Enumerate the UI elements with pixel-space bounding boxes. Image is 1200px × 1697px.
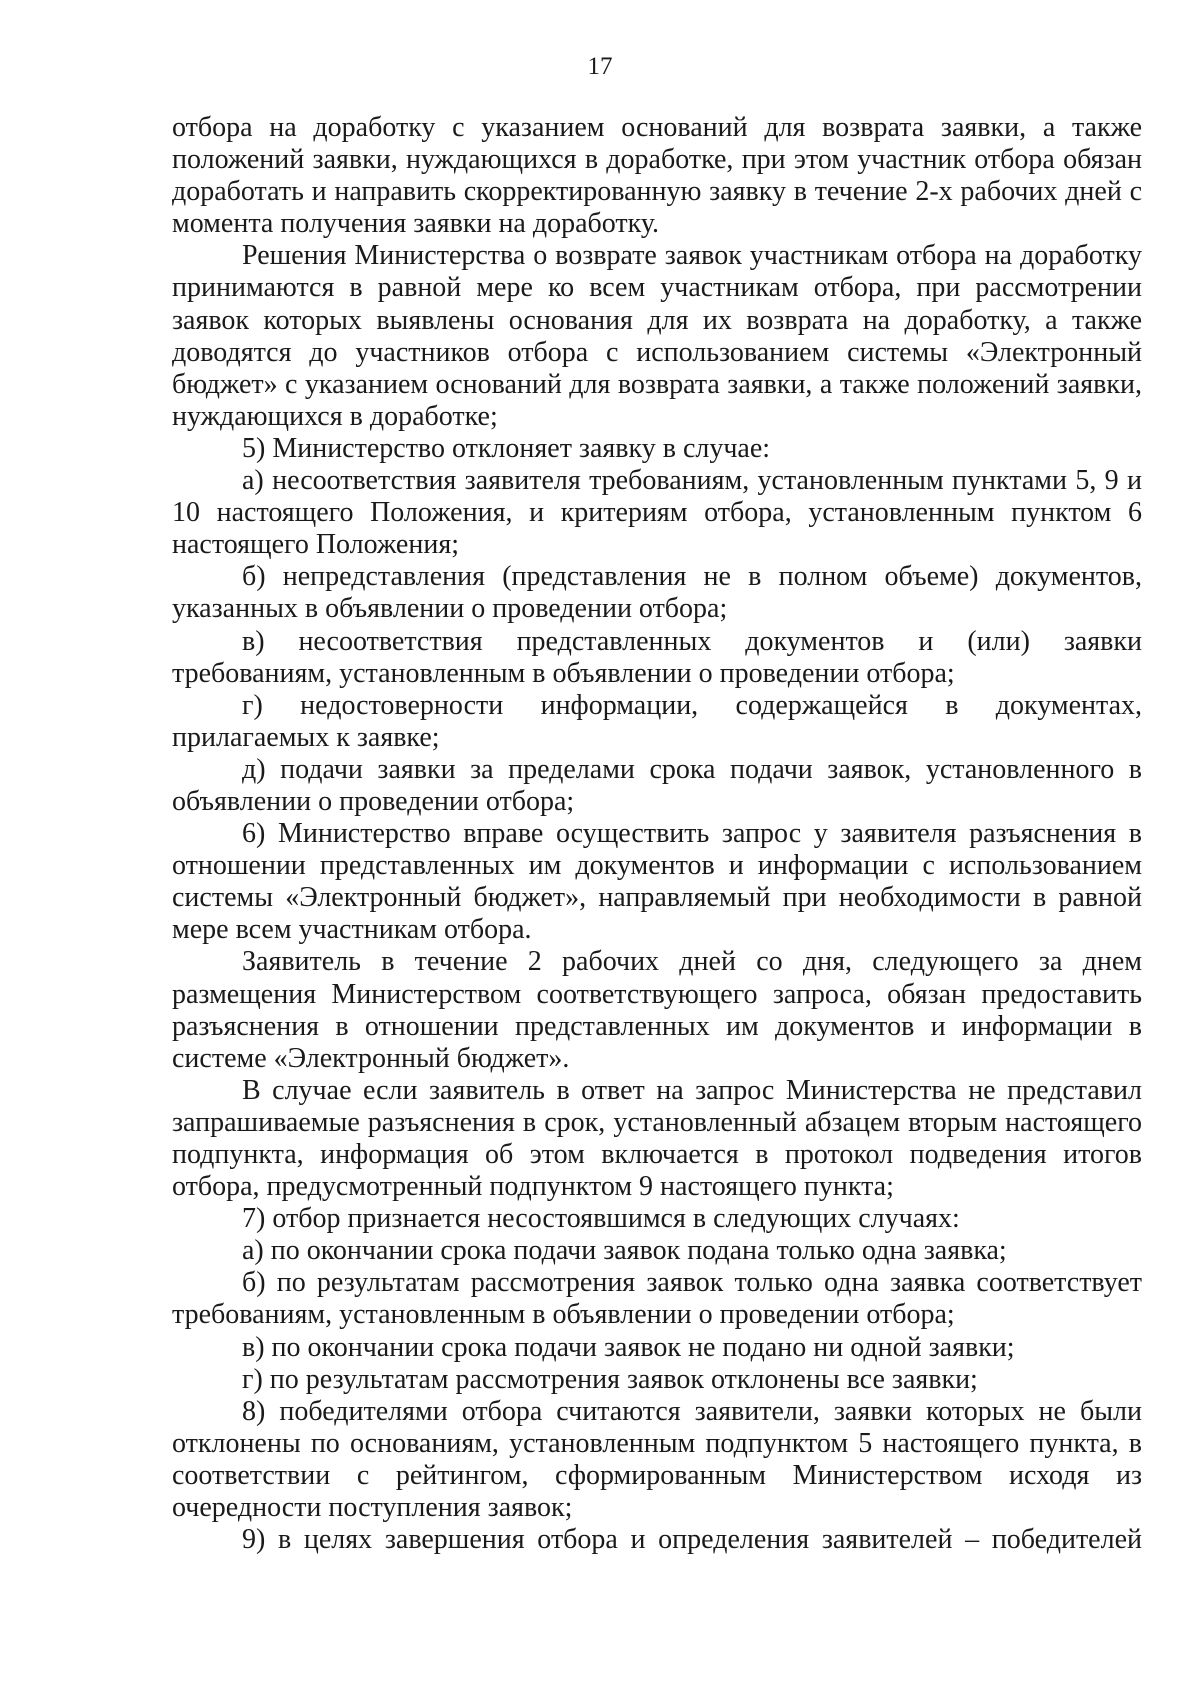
paragraph-13: а) по окончании срока подачи заявок подана только одна заявка;: [242, 1235, 1007, 1267]
paragraph-16: г) по результатам рассмотрения заявок отклонены все заявки;: [242, 1363, 978, 1395]
paragraph-7: г) недостоверности информации, содержащейся в документах, прилагаемых к заявке;: [172, 689, 1142, 753]
paragraph-18: 9) в целях завершения отбора и определения заявителей – победителей: [242, 1524, 1142, 1556]
paragraph-15: в) по окончании срока подачи заявок не подано ни одной заявки;: [242, 1331, 1015, 1363]
paragraph-11: В случае если заявитель в ответ на запрос Министерства не представил запрашиваемые разъяснения в срок, установленный абзацем вторым настоящего подпункта, информация об этом включается в протокол подведения итогов отбора, предусмотренный подпунктом 9 настоящего пункта;: [172, 1074, 1142, 1203]
paragraph-9: 6) Министерство вправе осуществить запрос у заявителя разъяснения в отношении представленных им документов и информации с использованием системы «Электронный бюджет», направляемый при необходимости в равной мере всем участникам отбора.: [172, 818, 1142, 946]
document-body: [172, 112, 1142, 1556]
page-number: 17: [587, 53, 613, 80]
paragraph-17: 8) победителями отбора считаются заявители, заявки которых не были отклонены по основаниям, установленным подпунктом 5 настоящего пункта, в соответствии с рейтингом, сформированным Министерством исходя из очередности поступления заявок;: [172, 1395, 1142, 1524]
paragraph-2: Решения Министерства о возврате заявок участникам отбора на доработку принимаются в равной мере ко всем участникам отбора, при рассмотрении заявок которых выявлены основания для их возврата на доработку, а также доводятся до участников отбора с использованием системы «Электронный бюджет» с указанием оснований для возврата заявки, а также положений заявки, нуждающихся в доработке;: [172, 240, 1142, 432]
paragraph-8: д) подачи заявки за пределами срока подачи заявок, установленного в объявлении о проведении отбора;: [172, 753, 1142, 817]
paragraph-1: отбора на доработку с указанием оснований для возврата заявки, а также положений заявки, нуждающихся в доработке, при этом участник отбора обязан доработать и направить скорректированную заявку в течение 2-х рабочих дней с момента получения заявки на доработку.: [172, 112, 1142, 240]
paragraph-5: б) непредставления (представления не в полном объеме) документов, указанных в объявлении о проведении отбора;: [172, 561, 1142, 625]
paragraph-14: б) по результатам рассмотрения заявок только одна заявка соответствует требованиям, установленным в объявлении о проведении отбора;: [172, 1267, 1142, 1331]
paragraph-3: 5) Министерство отклоняет заявку в случае:: [242, 432, 771, 464]
paragraph-10: Заявитель в течение 2 рабочих дней со дня, следующего за днем размещения Министерством соответствующего запроса, обязан предоставить разъяснения в отношении представленных им документов и информации в системе «Электронный бюджет».: [172, 946, 1142, 1074]
paragraph-12: 7) отбор признается несостоявшимся в следующих случаях:: [242, 1203, 960, 1235]
paragraph-6: в) несоответствия представленных документов и (или) заявки требованиям, установленным в объявлении о проведении отбора;: [172, 625, 1142, 689]
paragraph-4: а) несоответствия заявителя требованиям, установленным пунктами 5, 9 и 10 настоящего Положения, и критериям отбора, установленным пунктом 6 настоящего Положения;: [172, 465, 1142, 561]
